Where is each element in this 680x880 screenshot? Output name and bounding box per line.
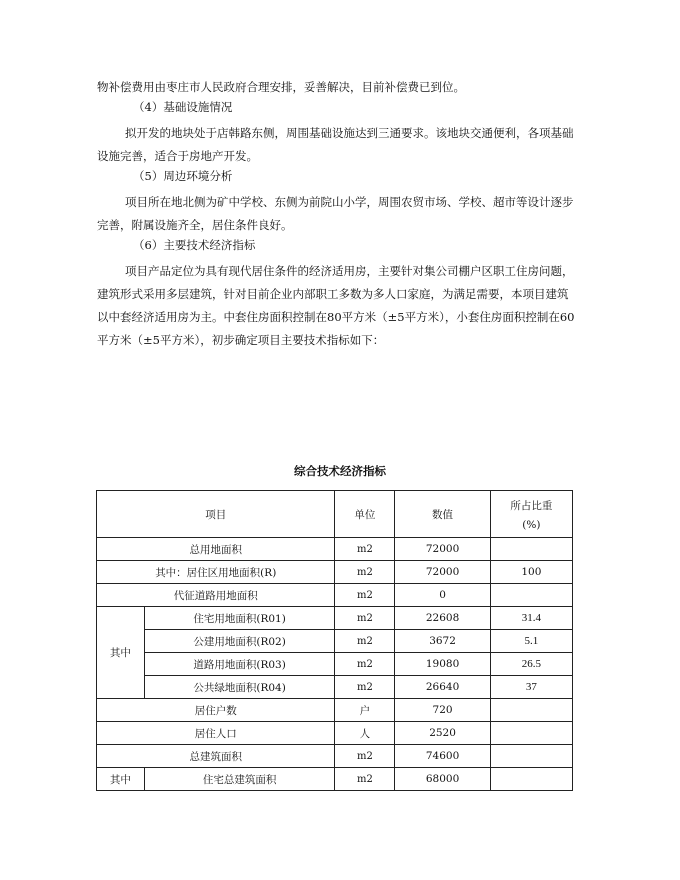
table-row: [97, 607, 573, 630]
table-row: [97, 538, 573, 561]
row-unit: m2: [335, 676, 395, 699]
row-ratio: [490, 584, 572, 607]
table-row: [97, 722, 573, 745]
row-unit: 人: [335, 722, 395, 745]
row-value: 72000: [395, 561, 490, 584]
row-item: 住宅用地面积(R01): [144, 607, 335, 630]
table-row: [97, 768, 573, 791]
row-value: 74600: [395, 745, 490, 768]
heading-tech-indicators: （6）主要技术经济指标: [133, 238, 256, 252]
group-label-land: 其中: [97, 607, 145, 699]
row-item: 其中：居住区用地面积(R): [97, 561, 335, 584]
row-ratio: [490, 745, 572, 768]
header-ratio: [490, 491, 572, 538]
header-ratio-line2: (%): [522, 518, 541, 531]
row-ratio: 31.4: [490, 607, 572, 630]
header-ratio-line1: 所占比重: [510, 499, 553, 512]
row-unit: m2: [335, 768, 395, 791]
table-row: [97, 584, 573, 607]
group-label-building: 其中: [97, 768, 145, 791]
paragraph-tech-indicators: 项目产品定位为具有现代居住条件的经济适用房，主要针对集公司棚户区职工住房问题，建筑形式采用多层建筑，针对目前企业内部职工多数为多人口家庭，为满足需要，本项目建筑以中套经济适用房为主。中套住房面积控制在80平方米（±5平方米），小套住房面积控制在60平方米（±5平方米），初步确定项目主要技术指标如下：: [97, 264, 575, 347]
row-value: 720: [395, 699, 490, 722]
row-item: 总建筑面积: [97, 745, 335, 768]
paragraph-compensation: 物补偿费用由枣庄市人民政府合理安排，妥善解决，目前补偿费已到位。: [97, 80, 465, 94]
row-ratio: 100: [490, 561, 572, 584]
table-row: [97, 699, 573, 722]
row-value: 19080: [395, 653, 490, 676]
row-item: 代征道路用地面积: [97, 584, 335, 607]
tech-indicator-table: [96, 490, 573, 791]
row-item: 公共绿地面积(R04): [144, 676, 335, 699]
row-value: 22608: [395, 607, 490, 630]
paragraph-environment: 项目所在地北侧为矿中学校、东侧为前院山小学，周围农贸市场、学校、超市等设计逐步完善，附属设施齐全，居住条件良好。: [97, 195, 574, 232]
table-row: [97, 561, 573, 584]
row-item: 居住人口: [97, 722, 335, 745]
row-item: 公建用地面积(R02): [144, 630, 335, 653]
header-value: 数值: [395, 491, 490, 538]
table-header-row: [97, 491, 573, 538]
row-unit: m2: [335, 538, 395, 561]
row-value: 26640: [395, 676, 490, 699]
row-ratio: [490, 768, 572, 791]
paragraph-infrastructure: 拟开发的地块处于店韩路东侧，周围基础设施达到三通要求。该地块交通便利，各项基础设施完善，适合于房地产开发。: [97, 126, 574, 163]
header-item: 项目: [97, 491, 335, 538]
header-unit: 单位: [335, 491, 395, 538]
table-row: [97, 676, 573, 699]
row-item: 居住户数: [97, 699, 335, 722]
table-row: [97, 745, 573, 768]
row-unit: m2: [335, 745, 395, 768]
row-value: 72000: [395, 538, 490, 561]
row-value: 3672: [395, 630, 490, 653]
row-unit: 户: [335, 699, 395, 722]
row-ratio: 37: [490, 676, 572, 699]
row-value: 2520: [395, 722, 490, 745]
row-unit: m2: [335, 607, 395, 630]
row-unit: m2: [335, 630, 395, 653]
table-title: 综合技术经济指标: [294, 464, 386, 478]
row-value: 0: [395, 584, 490, 607]
row-ratio: 5.1: [490, 630, 572, 653]
row-ratio: [490, 722, 572, 745]
row-ratio: 26.5: [490, 653, 572, 676]
heading-infrastructure: （4）基础设施情况: [133, 100, 233, 114]
row-ratio: [490, 699, 572, 722]
row-unit: m2: [335, 653, 395, 676]
row-item: 住宅总建筑面积: [144, 768, 335, 791]
row-item: 总用地面积: [97, 538, 335, 561]
heading-environment: （5）周边环境分析: [133, 169, 233, 183]
row-item: 道路用地面积(R03): [144, 653, 335, 676]
row-value: 68000: [395, 768, 490, 791]
row-unit: m2: [335, 561, 395, 584]
table-row: [97, 630, 573, 653]
row-ratio: [490, 538, 572, 561]
table-row: [97, 653, 573, 676]
row-unit: m2: [335, 584, 395, 607]
